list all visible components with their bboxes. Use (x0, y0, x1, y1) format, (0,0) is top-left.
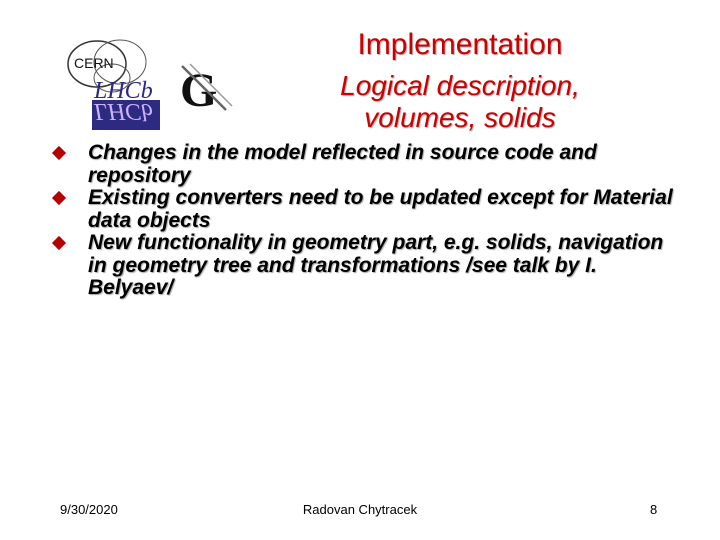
footer-page-number: 8 (650, 502, 658, 517)
footer-author: Radovan Chytracek (302, 502, 418, 517)
bullet-list (50, 142, 680, 300)
slide-subtitle-line-2: volumes, solids (364, 102, 556, 133)
bullet-item (50, 142, 680, 187)
diamond-bullet-icon (52, 236, 66, 250)
geant-g-logo (176, 60, 236, 120)
diamond-bullet-icon (52, 146, 66, 160)
bullet-text: Changes in the model reflected in source code and repository (88, 141, 597, 187)
bullet-text: Existing converters need to be updated except for Material data objects (88, 186, 673, 232)
geant-g-logo-text: G (180, 64, 218, 117)
slide-subtitle (300, 70, 620, 134)
bullet-item (50, 187, 680, 232)
slide-subtitle-line-1: Logical description, (340, 70, 580, 101)
logo-group (62, 38, 242, 133)
bullet-item (50, 232, 680, 300)
lhcb-logo-text: LHCb (94, 78, 153, 104)
bullet-text: New functionality in geometry part, e.g. solids, navigation in geometry tree and transformations /see talk by I. Belyaev/ (88, 231, 664, 299)
cern-logo-text: CERN (74, 55, 114, 71)
lhcb-logo-reflection: LHCb (94, 98, 153, 124)
diamond-bullet-icon (52, 191, 66, 205)
cern-logo (62, 38, 177, 133)
slide-title: Implementation (357, 28, 563, 61)
footer-date: 9/30/2020 (60, 502, 118, 517)
